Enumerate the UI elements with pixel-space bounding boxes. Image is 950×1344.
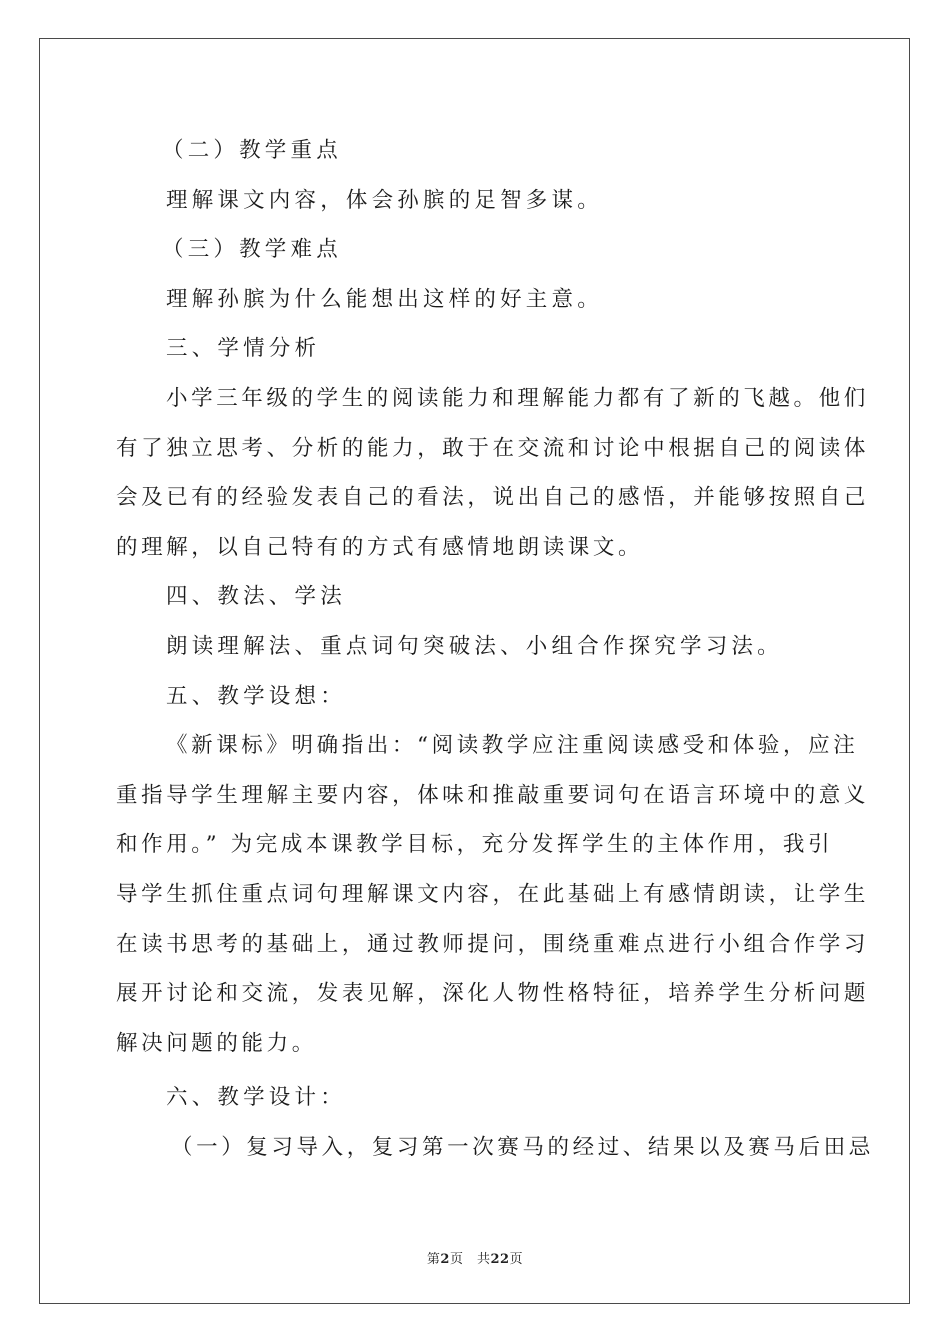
paragraph-line: 展开讨论和交流，发表见解，深化人物性格特征，培养学生分析问题 (116, 981, 870, 1007)
paragraph-line: 重指导学生理解主要内容，体味和推敲重要词句在语言环境中的意义 (116, 782, 870, 808)
paragraph-line: 在读书思考的基础上，通过教师提问，围绕重难点进行小组合作学习 (116, 931, 870, 957)
paragraph-line: 理解孙膑为什么能想出这样的好主意。 (166, 286, 603, 312)
section-heading-teaching-difficulty: （三）教学难点 (162, 237, 342, 263)
current-page-number: 2 (440, 1252, 450, 1267)
paragraph-line: 会及已有的经验发表自己的看法，说出自己的感悟，并能够按照自己 (116, 485, 870, 511)
paragraph-line: 理解课文内容，体会孙膑的足智多谋。 (166, 187, 603, 213)
paragraph-line: 小学三年级的学生的阅读能力和理解能力都有了新的飞越。他们 (166, 385, 869, 411)
paragraph-line: 和作用。” 为完成本课教学目标，充分发挥学生的主体作用，我引 (116, 832, 834, 858)
paragraph-line: 的理解，以自己特有的方式有感情地朗读课文。 (116, 534, 644, 560)
section-heading-teaching-design: 六、教学设计： (166, 1085, 346, 1111)
section-heading-teaching-concept: 五、教学设想： (166, 683, 346, 709)
page-footer (0, 1248, 950, 1267)
document-body (116, 126, 874, 1172)
footer-prefix: 第 (426, 1252, 441, 1267)
paragraph-line: 《新课标》明确指出：“阅读教学应注重阅读感受和体验，应注 (166, 733, 859, 759)
footer-suffix: 页 (509, 1252, 524, 1267)
section-heading-teaching-focus: （二）教学重点 (162, 138, 342, 163)
paragraph-line: （一）复习导入，复习第一次赛马的经过、结果以及赛马后田忌 (171, 1134, 874, 1160)
paragraph-line: 朗读理解法、重点词句突破法、小组合作探究学习法。 (166, 633, 783, 659)
paragraph-line: 导学生抓住重点词句理解课文内容，在此基础上有感情朗读，让学生 (116, 881, 870, 907)
total-page-count: 22 (490, 1252, 510, 1267)
section-heading-methods: 四、教法、学法 (166, 584, 346, 610)
paragraph-line: 有了独立思考、分析的能力，敢于在交流和讨论中根据自己的阅读体 (116, 435, 870, 461)
paragraph-line: 解决问题的能力。 (116, 1030, 317, 1056)
footer-mid: 页 共 (449, 1252, 491, 1267)
section-heading-learner-analysis: 三、学情分析 (166, 336, 321, 362)
